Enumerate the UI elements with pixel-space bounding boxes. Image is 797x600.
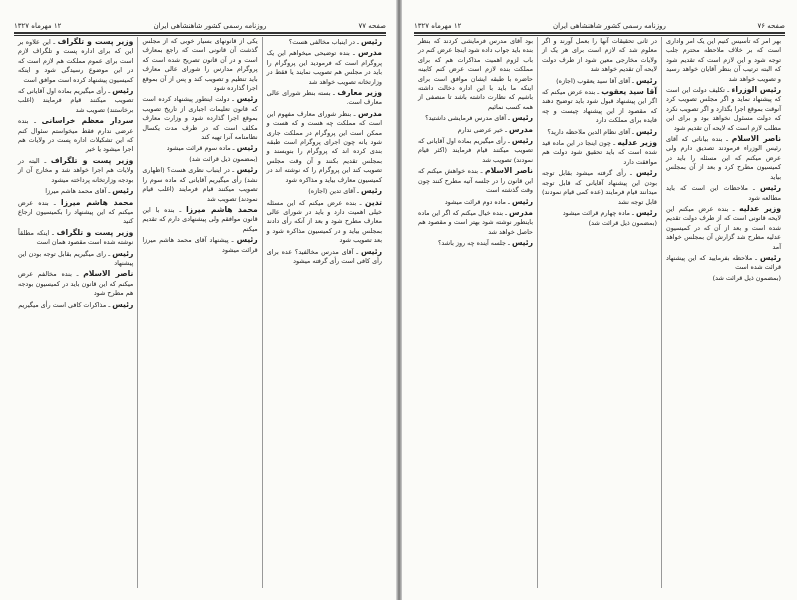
speech-paragraph xyxy=(18,186,133,196)
speaker-name: وزیر پست و تلگراف xyxy=(57,37,134,46)
speech-text: ـ در اینباب مخالفی هست؟ xyxy=(288,38,359,46)
speaker-name: رئیس الوزراء xyxy=(731,85,781,95)
speaker-name: رئیس xyxy=(360,37,382,46)
speaker-name: رئیس xyxy=(759,183,781,193)
speaker-name: رئیس xyxy=(635,168,657,178)
speaker-name: رئیس xyxy=(759,252,781,262)
speech-paragraph xyxy=(267,88,382,108)
speech-paragraph xyxy=(418,125,533,135)
speaker-name: ناصر الاسلام xyxy=(731,134,781,144)
speech-text: ـ دولت اینطور پیشنهاد کرده است که قانون تعلیمات اجباری از تاریخ تصویب بموقع اجرا گذارده شود و وزارت معارف مکلف است که در ظرف مدت یکسال نظامنامه آنرا تهیه کند xyxy=(142,95,258,142)
speaker-name: وزیر پست و تلگراف xyxy=(50,155,134,165)
speech-paragraph xyxy=(418,208,533,237)
speech-paragraph xyxy=(267,37,382,47)
speech-paragraph xyxy=(418,113,533,123)
speech-paragraph xyxy=(418,37,533,112)
speech-paragraph xyxy=(18,198,133,227)
speaker-name: مدرس xyxy=(509,124,533,134)
speaker-name: رئیس xyxy=(360,246,382,256)
speech-paragraph xyxy=(267,48,382,87)
text-column xyxy=(262,37,386,588)
speaker-name: مدرس xyxy=(358,108,382,118)
speech-text: ـ رأی میگیریم بماده اول آقایانی که تصویب میکنند قیام فرمایند (اغلب برخاستند) تصویب شد xyxy=(18,87,134,114)
speech-paragraph xyxy=(142,143,257,153)
speaker-name: وزیر عدلیه xyxy=(739,203,781,213)
speech-paragraph xyxy=(418,136,533,165)
speech-paragraph xyxy=(18,86,133,115)
speech-paragraph xyxy=(142,37,257,93)
speech-paragraph xyxy=(542,127,657,137)
speech-paragraph xyxy=(542,168,657,207)
speech-paragraph xyxy=(142,165,257,204)
speaker-name: ناصر الاسلام xyxy=(485,166,533,176)
speech-paragraph xyxy=(18,116,133,155)
speech-text: در ثانی تحقیقات آنها را بعمل آورند و اگر معلوم شد که لازم است برای هر یک از ولایات مخارجی معین شود از طرف دولت لایحه آن تقدیم خواهد شد xyxy=(542,37,657,74)
speech-text: ـ بنده خیال میکنم که اگر این ماده باینطور نوشته شود بهتر است و مقصود هم حاصل خواهد شد xyxy=(418,208,533,236)
speech-text: ـ بنده مخالفم عرض میکنم که این قانون باید در کمیسیون بودجه هم مطرح شود xyxy=(18,270,134,298)
speech-text: ـ رای میگیریم بقابل توجه بودن این پیشنهاد xyxy=(18,249,134,267)
newspaper-title: روزنامه رسمی کشور شاهنشاهی ایران xyxy=(153,22,267,30)
speech-paragraph xyxy=(666,204,781,252)
speech-paragraph xyxy=(142,94,257,142)
left-page-header xyxy=(14,20,386,32)
speech-paragraph xyxy=(18,269,133,298)
speech-paragraph xyxy=(267,186,382,196)
header-rule xyxy=(414,32,785,36)
left-page-columns xyxy=(14,37,386,588)
issue-date: ۱۲ مهرماه ۱۳۲۷ xyxy=(414,22,462,30)
speaker-name: رئیس xyxy=(236,165,258,175)
right-page xyxy=(400,0,797,600)
speech-text: ـ بنده عرض میکنم که اگر این پیشنهاد قبول شود باید توضیح دهند که مقصود از این پیشنهاد چیست و چه فایده برای مملکت دارد xyxy=(542,88,657,125)
speech-text: ـ بنده توضیحی میخواهم این یک پروگرام است که فرمودید این پروگرام را باید در مجلس هم تصویب نمایند یا فقط در وزارتخانه تصویب خواهد شد xyxy=(266,49,382,86)
text-column xyxy=(137,37,261,588)
speech-text: ـ تکلیف دولت این است که پیشنهاد نماید و اگر مجلس تصویب کرد آنوقت بموقع اجرا بگذارد و اگر تصویب نکرد که دولت مسئول نخواهد بود و برای این مطلب لازم است که لایحه آن تقدیم شود xyxy=(666,86,781,132)
speech-text: ـ رأی گرفته میشود بقابل توجه بودن این پیشنهاد آقایانی که قابل توجه میدانند قیام فرمایند (عده کمی قیام نمودند) قابل توجه نشد xyxy=(542,169,657,206)
newspaper-title: روزنامه رسمی کشور شاهنشاهی ایران xyxy=(553,22,666,30)
speech-paragraph xyxy=(666,183,781,203)
speech-paragraph xyxy=(18,228,133,248)
speaker-name: رئیس xyxy=(511,238,533,248)
speech-paragraph xyxy=(542,208,657,218)
speaker-name: آقا سید یعقوب xyxy=(601,87,657,97)
speech-text: ـ ماده چهارم قرائت میشود xyxy=(562,208,634,217)
speaker-name: مدرس xyxy=(358,48,382,58)
speaker-name: سردار معظم خراسانی xyxy=(41,116,134,126)
speech-paragraph xyxy=(542,37,657,75)
speech-text: ـ بنده با این قانون موافقم ولی پیشنهادی دارم که تقدیم میکنم xyxy=(142,205,258,233)
speaker-name: تدین xyxy=(365,197,382,207)
speech-paragraph xyxy=(666,37,781,84)
speech-paragraph xyxy=(418,166,533,195)
speech-text: ـ ملاحظه بفرمایید که این پیشنهاد قرائت شده است xyxy=(666,253,781,272)
speech-paragraph xyxy=(142,155,257,164)
speech-paragraph xyxy=(18,249,133,269)
speech-paragraph xyxy=(142,235,257,255)
speech-text: بهر امر که تأسیس کنیم این یک امر واداری است که بر خلاف ملاحظه محترم جلب توجه شود و این لازم است که تقدیم شود که البته ترتیب آن بنظر آقایان خواهد رسید و تصویب خواهد شد xyxy=(666,37,781,83)
speech-text: ـ پیشنهاد آقای محمد هاشم میرزا قرائت میشود xyxy=(142,236,258,254)
text-column xyxy=(537,37,661,588)
speech-text: ـ ملاحظات این است که باید مطالعه شود xyxy=(666,184,781,202)
right-page-header xyxy=(414,20,785,32)
speech-text: ـ آقای مدرس مخالفید؟ عده برای رأی کافی است رأی گرفته میشود xyxy=(266,247,382,265)
issue-date: ۱۲ مهرماه ۱۳۲۷ xyxy=(14,22,62,30)
speech-paragraph xyxy=(418,197,533,207)
speech-paragraph xyxy=(18,156,133,185)
speech-text: ـ آقای مدرس فرمایشی داشتید؟ xyxy=(425,114,510,123)
speaker-name: رئیس xyxy=(112,299,134,309)
speaker-name: رئیس xyxy=(236,94,258,104)
speech-text: (بمضمون ذیل قرائت شد) xyxy=(189,154,258,163)
speech-text: ـ آقای تدین (اجازه) xyxy=(308,187,359,196)
speech-text: ـ البته در ولایات هم اجرا خواهد شد و مخارج آن از بودجه وزارتخانه پرداخته میشود xyxy=(18,156,134,184)
speaker-name: رئیس xyxy=(360,186,382,196)
speech-text: ـ بنده بیاناتی که آقای رئیس الوزراء فرمودند تصدیق دارم ولی عرض میکنم که این مسئله را باید در کمیسیون مطرح کرد و بعد از آن بمجلس بیاید xyxy=(666,135,781,181)
speech-text: ـ ماده دوم قرائت میشود xyxy=(444,197,510,206)
speech-paragraph xyxy=(18,37,133,85)
speech-text: ـ آقای نظام الدین ملاحظه دارید؟ xyxy=(547,127,634,136)
speech-text: ـ مذاکرات کافی است رأی میگیریم xyxy=(18,300,111,309)
speech-text: ـ بنده عرض میکنم که این مسئله خیلی اهمیت دارد و باید در شورای عالی معارف مطرح شود و بعد از آنکه رأی دادند بمجلس بیاید و در کمیسیون مذاکره شود و بعد تصویب شود xyxy=(266,198,382,245)
speech-paragraph xyxy=(267,198,382,246)
speech-paragraph xyxy=(18,300,133,310)
speech-paragraph xyxy=(542,138,657,167)
speech-paragraph xyxy=(666,253,781,273)
speech-text: ـ آقای محمد هاشم میرزا xyxy=(45,187,111,196)
header-rule xyxy=(14,32,386,36)
speech-text: ـ ماده سوم قرائت میشود xyxy=(166,144,235,153)
speech-text: ـ بنده عرض میکنم که این پیشنهاد را بکمیسیون ارجاع کنید xyxy=(18,198,134,226)
speaker-name: محمد هاشم میرزا xyxy=(61,197,134,207)
speech-text: (بمضمون ذیل قرائت شد) xyxy=(588,219,657,228)
speech-text: ـ بنده خواهش میکنم که این قانون را در جلسه آتیه مطرح کنند چون وقت گذشته است xyxy=(418,167,533,195)
text-column xyxy=(661,37,785,588)
left-page xyxy=(0,0,398,600)
speech-text: ـ در اینباب نظری هست؟ (اظهاری نشد) رأی میگیریم آقایانی که ماده سوم را تصویب میکنند قیام فرمایند (اغلب قیام نمودند) تصویب شد xyxy=(142,166,258,203)
speech-text: یکی از قانونهای بسیار خوبی که از مجلس گذشت آن قانونی است که راجع بمعارف است و در آن قانون تصریح شده است که پروگرام مدارس را شورای عالی معارف باید تنظیم و تصویب کند و پس از آن بموقع اجرا گذارده شود xyxy=(142,37,258,93)
speech-paragraph xyxy=(267,247,382,267)
speaker-name: رئیس xyxy=(635,75,657,85)
speaker-name: رئیس xyxy=(511,136,533,146)
speech-paragraph xyxy=(666,274,781,283)
speech-text: ـ آقای آقا سید یعقوب (اجازه) xyxy=(556,76,634,85)
page-number: صفحه ۷۶ xyxy=(757,22,785,30)
text-column xyxy=(14,37,137,588)
speech-paragraph xyxy=(666,85,781,133)
speaker-name: وزیر عدلیه xyxy=(617,138,657,148)
speaker-name: وزیر معارف xyxy=(337,88,382,98)
speech-paragraph xyxy=(418,238,533,248)
speech-text: ـ چون اینجا در این ماده قید شده است که باید تحقیق شود دولت هم موافقت دارد xyxy=(542,139,657,166)
speech-text: بود آقای مدرس فرمایشی کردند که بنظر بنده باید جواب داده شود اینجا عرض کنم در باب لزوم اهمیت مذاکرات هم که برای مملکت بنده لازم است عرض کنم کابینه حاضره با طبقه ایشان موافق است برای اینکه ما باید با این اداره دخالت داشته باشیم که نظارت داشته باشد تا منصفی از همه کسب نمائیم xyxy=(418,37,533,111)
speech-paragraph xyxy=(542,87,657,126)
speech-text: ـ بنده عرض میکنم این لایحه قانونی است که از طرف دولت تقدیم شده است و بعد از آن که در کمیسیون عدلیه مطرح شد گزارش آن بمجلس خواهد آمد xyxy=(666,204,781,251)
text-column xyxy=(414,37,537,588)
speaker-name: رئیس xyxy=(635,126,657,136)
speaker-name: رئیس xyxy=(112,86,134,96)
speaker-name: رئیس xyxy=(112,248,134,258)
speaker-name: رئیس xyxy=(236,143,258,153)
speech-paragraph xyxy=(267,109,382,185)
speech-text: ـ بنظر شورای معارف مفهوم این است که مملکت چه هست و که هست و ممکن است این پروگرام در مملکت جاری شود یانه چون اجرای پروگرام است طبقه بندی کرده اند که پروگرام را بنویسند و بمجلس تقدیم بکنند و آن وقت مجلس تصویب کند این پروگرام را که نوشته اند در کمیسیون معارف بیاید و مذاکره شود xyxy=(266,109,382,184)
speech-text: ـ اینکه مطلقاً نوشته شده است مقصود همان است xyxy=(18,228,134,247)
speaker-name: محمد هاشم میرزا xyxy=(186,204,258,214)
speech-paragraph xyxy=(142,205,257,234)
speech-text: (بمضمون ذیل قرائت شد) xyxy=(712,273,781,282)
speaker-name: رئیس xyxy=(511,196,533,206)
speech-paragraph xyxy=(666,134,781,182)
speech-paragraph xyxy=(542,76,657,86)
speaker-name: رئیس xyxy=(236,235,258,245)
speaker-name: وزیر پست و تلگراف xyxy=(56,227,134,237)
speaker-name: ناصر الاسلام xyxy=(83,269,134,279)
speech-text: ـ خیر عرضی ندارم xyxy=(457,125,507,134)
speaker-name: رئیس xyxy=(112,186,134,196)
book-gutter xyxy=(396,0,402,600)
right-page-columns xyxy=(414,37,785,588)
speaker-name: رئیس xyxy=(635,207,657,217)
speech-text: ـ بسته بنظر شورای عالی معارف است. xyxy=(266,89,382,107)
speech-paragraph xyxy=(542,219,657,228)
speaker-name: مدرس xyxy=(509,207,533,217)
page-number: صفحه ۷۷ xyxy=(358,22,386,30)
speech-text: ـ این علاوه بر این که برای اداره پست و تلگراف لازم است برای عموم مملکت هم لازم است که در این موضوع رسیدگی شود و اینکه کمیسیون پیشنهاد کرده است موافق است xyxy=(18,38,134,84)
speech-text: ـ بنده عرضی ندارم فقط میخواستم سئوال کنم که این تشکیلات اداره پست در ولایات هم اجرا میشود یا خیر xyxy=(18,117,134,154)
speech-text: ـ رأی میگیریم بماده اول آقایانی که تصویب میکنند قیام فرمایند (اکثر قیام نمودند) تصویب شد xyxy=(418,137,533,164)
speaker-name: رئیس xyxy=(511,113,533,123)
speech-text: ـ جلسه آینده چه روز باشد؟ xyxy=(438,239,510,248)
